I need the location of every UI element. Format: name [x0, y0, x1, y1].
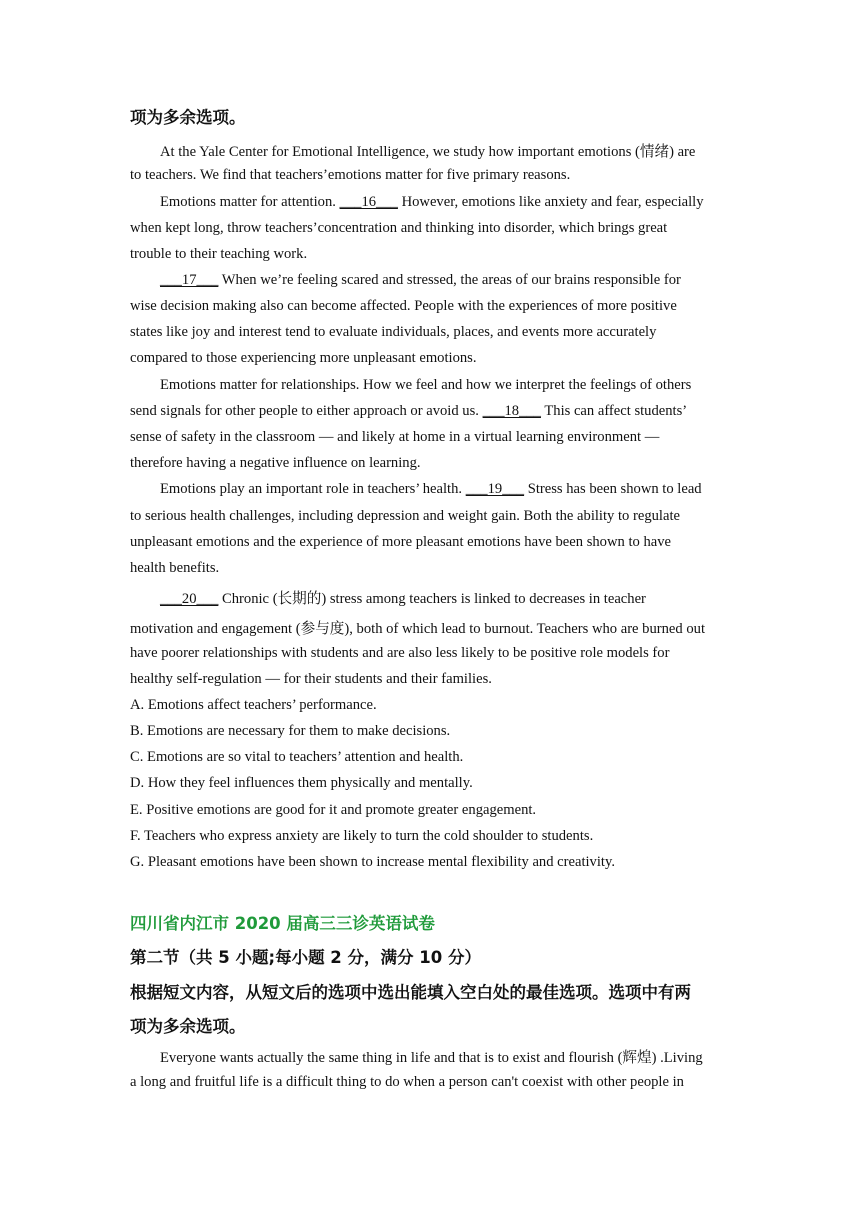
option-b: B. Emotions are necessary for them to make decisions.: [130, 723, 451, 739]
passage-line: a long and fruitful life is a difficult thing to do when a person can't coexist with other people in: [130, 1074, 684, 1090]
text-segment: This can affect students’: [540, 403, 688, 419]
passage-line: trouble to their teaching work.: [130, 246, 308, 262]
passage-line: healthy self-regulation — for their students and their families.: [130, 671, 492, 687]
option-d: D. How they feel influences them physically and mentally.: [130, 775, 473, 791]
text-segment: Emotions play an important role in teachers’ health.: [160, 481, 466, 497]
blank-19: ___19___: [465, 481, 525, 497]
passage-line: [160, 272, 681, 289]
passage-line: At the Yale Center for Emotional Intelligence, we study how important emotions (情绪) are: [160, 144, 696, 160]
text-segment: When we’re feeling scared and stressed, the areas of our brains responsible for: [218, 272, 681, 288]
blank-20: ___20___: [160, 591, 219, 607]
passage-line: wise decision making also can become affected. People with the experiences of more positive: [130, 298, 677, 314]
text-segment: Stress has been shown to lead: [524, 481, 702, 497]
passage-line: [160, 481, 702, 498]
section-label: 第二节（共 5 小题;每小题 2 分，满分 10 分）: [130, 948, 481, 967]
text-segment: Chronic (长期的) stress among teachers is linked to decreases in teacher: [218, 591, 646, 607]
passage-line: states like joy and interest tend to evaluate individuals, places, and events more accurately: [130, 324, 657, 340]
passage-line: unpleasant emotions and the experience of more pleasant emotions have been shown to have: [130, 534, 672, 550]
blank-18: ___18___: [482, 403, 541, 419]
passage-line: motivation and engagement (参与度), both of which lead to burnout. Teachers who are burned out: [130, 621, 706, 637]
option-g: G. Pleasant emotions have been shown to increase mental flexibility and creativity.: [130, 854, 615, 870]
option-f: F. Teachers who express anxiety are likely to turn the cold shoulder to students.: [130, 828, 594, 844]
text-segment: send signals for other people to either approach or avoid us.: [130, 403, 483, 419]
heading-tail: 项为多余选项。: [130, 108, 246, 127]
passage-line: compared to those experiencing more unpleasant emotions.: [130, 350, 477, 366]
blank-16: ___16___: [339, 194, 398, 210]
blank-17: ___17___: [160, 272, 219, 288]
instruction-line: 根据短文内容，从短文后的选项中选出能填入空白处的最佳选项。选项中有两: [130, 983, 691, 1002]
option-a: A. Emotions affect teachers’ performance.: [130, 697, 377, 713]
instruction-line: 项为多余选项。: [130, 1017, 246, 1036]
text-segment: However, emotions like anxiety and fear, especially: [397, 194, 704, 210]
passage-line: when kept long, throw teachers’concentration and thinking into disorder, which brings great: [130, 220, 668, 236]
option-c: C. Emotions are so vital to teachers’ attention and health.: [130, 749, 464, 765]
passage-line: therefore having a negative influence on learning.: [130, 455, 421, 471]
source-title: 四川省内江市 2020 届高三三诊英语试卷: [130, 914, 435, 933]
passage-line: to teachers. We find that teachers’emotions matter for five primary reasons.: [130, 167, 571, 183]
option-e: E. Positive emotions are good for it and promote greater engagement.: [130, 802, 537, 818]
passage-line: Everyone wants actually the same thing in life and that is to exist and flourish (辉煌) .Living: [160, 1050, 703, 1066]
passage-line: sense of safety in the classroom — and likely at home in a virtual learning environment —: [130, 429, 660, 445]
passage-line: [130, 403, 687, 420]
passage-line: [160, 587, 646, 608]
text-segment: Emotions matter for attention.: [160, 194, 340, 210]
passage-line: [160, 194, 704, 211]
passage-line: to serious health challenges, including depression and weight gain. Both the ability to regulate: [130, 508, 680, 524]
passage-line: health benefits.: [130, 560, 220, 576]
passage-line: have poorer relationships with students and are also less likely to be positive role models for: [130, 645, 670, 661]
passage-line: Emotions matter for relationships. How we feel and how we interpret the feelings of others: [160, 377, 692, 393]
